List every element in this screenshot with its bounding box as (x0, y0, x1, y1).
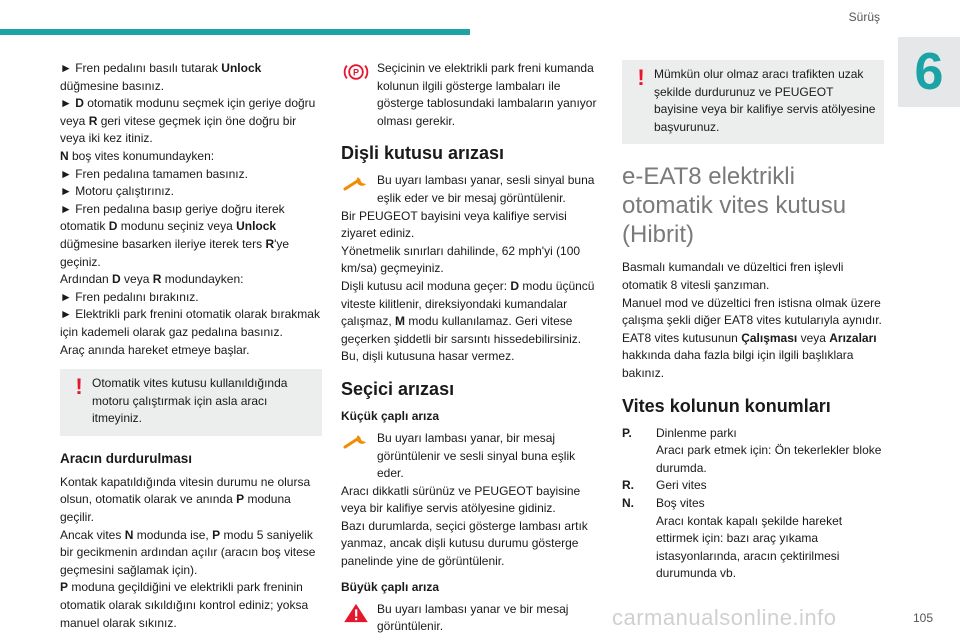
chapter-number: 6 (898, 37, 960, 107)
minor-fault-warning-text: Bu uyarı lambası yanar, bir mesaj görüntülenir ve sesli sinyal buna eşlik eder. (377, 430, 576, 481)
paragraph: ► Fren pedalını basılı tutarak Unlock düğmesine basınız. (60, 61, 262, 93)
paragraph: ► Fren pedalına basıp geriye doğru iterek otomatik D modunu seçiniz veya Unlock düğmesine basarken ileriye iterek ters R'ye geçiniz. (60, 201, 290, 269)
subheading: Küçük çaplı arıza (341, 408, 440, 423)
section-heading: Vites kolunun konumları (622, 395, 831, 416)
section-title: Sürüş (848, 10, 880, 24)
paragraph: ► Fren pedalına tamamen basınız. (60, 166, 248, 181)
exclamation-icon: ! (637, 65, 645, 90)
wrench-icon (341, 174, 371, 194)
section-heading: Dişli kutusu arızası (341, 143, 505, 164)
gear-position-text: Aracı kontak kapalı şekilde hareket ettirmek için: bazı araç yıkama istasyonlarında, aracın çektirilmesi durumunda vb. (656, 513, 843, 581)
paragraph: Aracı dikkatli sürünüz ve PEUGEOT bayisine veya bir kalifiye servis atölyesine gidiniz. (341, 483, 581, 516)
paragraph: Dişli kutusu acil moduna geçer: D modu üçüncü viteste kilitlenir, direksiyondaki kumandalar çalışmaz, M modu kullanılamaz. Geri vitese geçerken şiddetli bir sarsıntı hissedebilirsiniz. (341, 278, 595, 346)
procedure-text (60, 60, 322, 359)
paragraph: ► Elektrikli park frenini otomatik olarak bırakmak için kademeli olarak gaz pedalına basınız. (60, 307, 320, 339)
gear-position-item (622, 442, 884, 477)
gear-position-item (622, 513, 884, 583)
major-fault-paragraph (341, 601, 603, 636)
chapter-section-title: e-EAT8 elektrikli otomatik vites kutusu (Hibrit) (622, 163, 847, 249)
paragraph: Araç anında hareket etmeye başlar. (60, 342, 250, 357)
warning-note-text: Mümkün olur olmaz aracı trafikten uzak şekilde durdurunuz ve PEUGEOT bayisine veya bir kalifiye servis atölyesine başvurunuz. (654, 67, 876, 134)
paragraph: Manuel mod ve düzeltici fren istisna olmak üzere çalışma şekli diğer EAT8 vites kutularıyla aynıdır. (622, 295, 882, 328)
warning-triangle-icon (341, 603, 371, 623)
paragraph: P moduna geçildiğini ve elektrikli park freninin otomatik olarak sıkıldığını kontrol ediniz; yoksa manuel olarak sıkınız. (60, 580, 309, 630)
gear-positions-list (622, 425, 884, 583)
warning-note (60, 369, 322, 436)
paragraph: Kontak kapatıldığında vitesin durumu ne olursa olsun, otomatik olarak ve anında P moduna geçilir. (60, 474, 311, 525)
paragraph: Bu, dişli kutusuna hasar vermez. (341, 349, 515, 364)
minor-fault-paragraph (341, 430, 603, 483)
park-brake-paragraph (341, 60, 603, 130)
gear-position-item (622, 495, 884, 513)
paragraph: EAT8 vites kutusunun Çalışması veya Arızaları hakkında daha fazla bilgi için ilgili başlıklara bakınız. (622, 330, 877, 380)
major-fault-warning-text: Bu uyarı lambası yanar ve bir mesaj görüntülenir. (377, 601, 569, 634)
subheading: Büyük çaplı arıza (341, 579, 440, 594)
gear-position-text: Boş vites (656, 495, 705, 510)
paragraph: Bazı durumlarda, seçici gösterge lambası artık yanmaz, ancak dişli kutusu durumu gösterge panelinde yine de görüntülenir. (341, 518, 588, 569)
gear-position-item (622, 425, 884, 443)
paragraph: Basmalı kumandalı ve düzeltici fren işlevli otomatik 8 vitesli şanzıman. (622, 260, 844, 292)
warning-note (622, 60, 884, 144)
paragraph: Bir PEUGEOT bayisini veya kalifiye servisi ziyaret ediniz. (341, 208, 567, 241)
gear-position-text: Geri vites (656, 478, 707, 493)
warning-note-text: Otomatik vites kutusu kullanıldığında motoru çalıştırmak için asla aracı itmeyiniz. (92, 376, 288, 426)
gear-position-key: P. (622, 425, 632, 440)
svg-text:P: P (352, 67, 360, 78)
gear-position-key (622, 442, 656, 477)
section-heading: Aracın durdurulması (60, 450, 193, 466)
gear-position-text: Aracı park etmek için: Ön tekerlekler bloke durumda. (656, 443, 882, 475)
gear-position-key: R. (622, 478, 634, 493)
watermark: carmanualsonline.info (612, 605, 837, 630)
paragraph: ► Fren pedalını bırakınız. (60, 289, 199, 304)
section-heading: Seçici arızası (341, 378, 455, 399)
gearbox-warning-text: Bu uyarı lambası yanar, sesli sinyal buna eşlik eder ve bir mesaj görüntülenir. (377, 173, 595, 205)
park-brake-warning-icon (341, 62, 371, 82)
paragraph: ► Motoru çalıştırınız. (60, 184, 174, 199)
paragraph: Ancak vites N modunda ise, P modu 5 saniyelik bir gecikmenin ardından açılır (aracın boş vitese geçmesini sağlamak için). (60, 527, 316, 577)
paragraph: Yönetmelik sınırları dahilinde, 62 mph'yi (100 km/sa) geçmeyiniz. (341, 243, 581, 276)
column-2 (341, 60, 603, 636)
paragraph: Ardından D veya R modundayken: (60, 272, 244, 287)
gear-position-item (622, 477, 884, 495)
paragraph: N boş vites konumundayken: (60, 148, 215, 163)
column-3 (622, 60, 884, 583)
paragraph: ► D otomatik modunu seçmek için geriye doğru veya R geri vitese geçmek için öne doğru bir veya iki kez itiniz. (60, 96, 316, 146)
gearbox-fault-paragraph (341, 172, 603, 207)
gearbox-description (622, 259, 884, 382)
stopping-text (60, 474, 322, 632)
page-number: 105 (912, 611, 933, 625)
wrench-icon (341, 432, 371, 452)
park-brake-text: Seçicinin ve elektrikli park freni kumanda kolunun ilgili gösterge lambaları ile gösterge tablosundaki lambaların yanıyor olması gerekir. (377, 61, 597, 128)
gear-position-key (622, 513, 656, 583)
exclamation-icon: ! (75, 374, 83, 400)
gear-position-text: Dinlenme parkı (656, 425, 737, 440)
gear-position-key: N. (622, 495, 634, 510)
header-accent-bar (0, 29, 470, 35)
column-1 (60, 60, 322, 632)
gearbox-fault-text (341, 208, 603, 366)
